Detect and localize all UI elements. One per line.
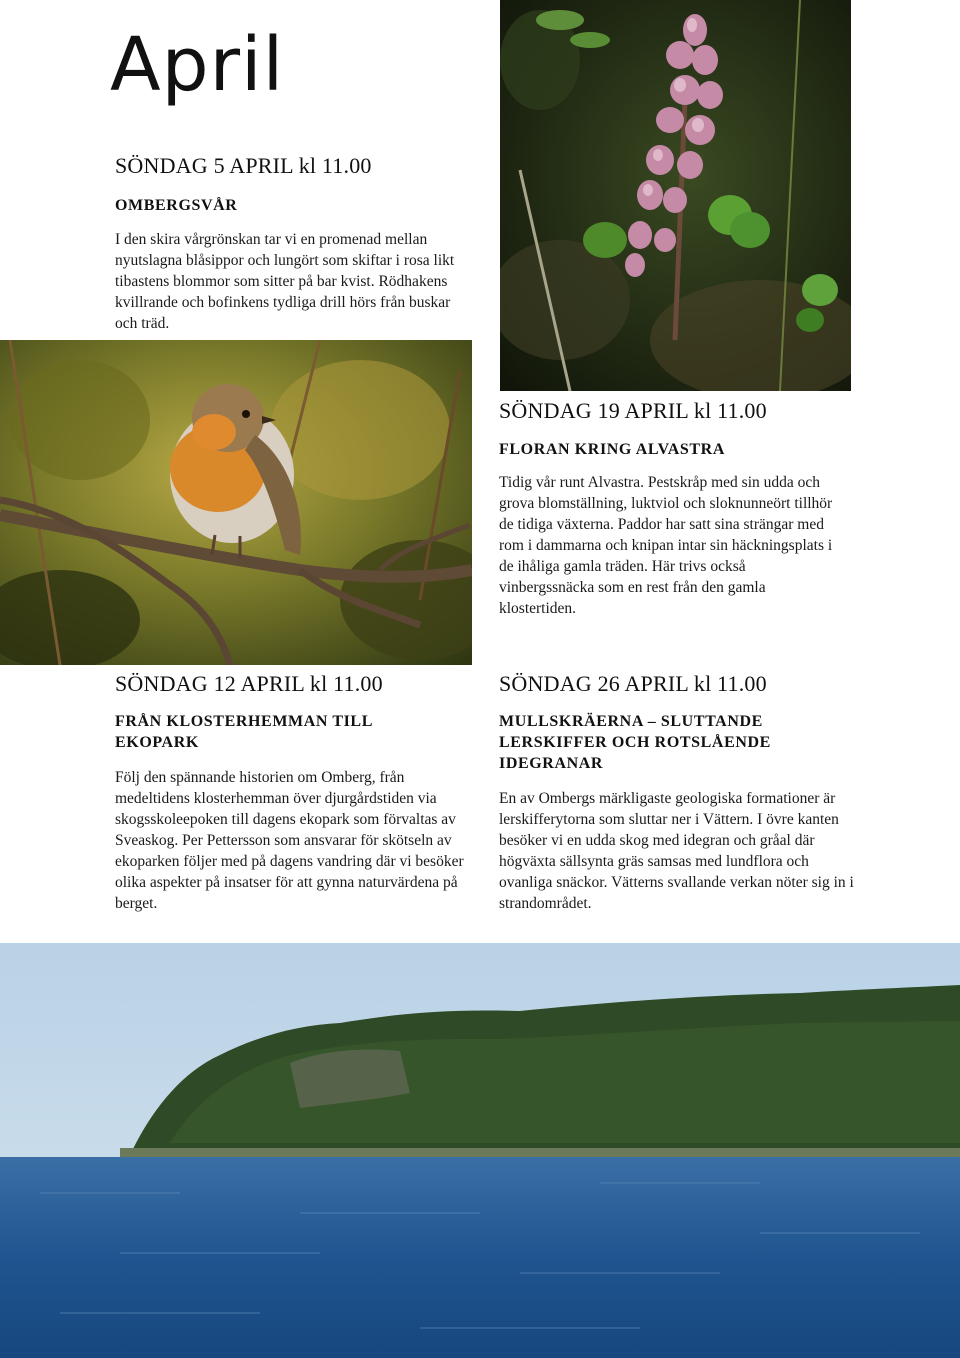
event-date-apr26: SÖNDAG 26 APRIL kl 11.00: [499, 671, 767, 696]
event-date-apr5: SÖNDAG 5 APRIL kl 11.00: [115, 153, 372, 178]
event-body-apr5: I den skira vårgrönskan tar vi en promenad mellan nyutslagna blåsippor och lungört som skiftar i rosa likt tibastens blommor som sitter på bar kvist. Rödhakens kvillrande och bofinkens tydliga drill hörs från buskar och träd.: [115, 231, 455, 332]
event-heading-apr19: FLORAN KRING ALVASTRA: [499, 441, 725, 458]
event-heading-apr5: OMBERGSVÅR: [115, 197, 238, 214]
event-body-apr19: Tidig vår runt Alvastra. Pestskråp med sin udda och grova blomställning, luktviol och sloknunneört tillhör de tidiga växterna. Paddor har satt sina strängar med rom i dammarna och knipan intar sin häckningsplats i de ihåliga gamla träden. Här trivs också vinbergssnäcka som en rest från den gamla klostertiden.: [499, 474, 833, 617]
flower-photo: [500, 0, 851, 391]
robin-photo: [0, 340, 472, 665]
page-title: April: [110, 22, 285, 108]
event-body-apr26: En av Ombergs märkligaste geologiska formationer är lerskifferytorna som sluttar ner i Vättern. I övre kanten besöker vi en udda skog med idegran och gråal där högväxta sällsynta gräs samsas med lundflora och ovanliga snäckor. Vätterns svallande verkan nöter sig in i strandområdet.: [499, 790, 854, 912]
event-body-apr12: Följ den spännande historien om Omberg, från medeltidens klosterhemman över djurgårdstiden via skogsskoleepoken till dagens ekopark som förvaltas av Sveaskog. Per Pettersson som ansvarar för skötseln av ekoparken följer med på dagens vandring där vi besöker olika aspekter på insatser för att gynna naturvärdena på berget.: [115, 769, 464, 912]
event-date-apr12: SÖNDAG 12 APRIL kl 11.00: [115, 671, 383, 696]
event-heading-apr12: FRÅN KLOSTERHEMMAN TILL EKOPARK: [115, 713, 373, 751]
event-date-apr19: SÖNDAG 19 APRIL kl 11.00: [499, 398, 767, 423]
event-heading-apr26: MULLSKRÄERNA – SLUTTANDE LERSKIFFER OCH ROTSLÅENDE IDEGRANAR: [499, 713, 771, 772]
lake-photo: [0, 943, 960, 1358]
